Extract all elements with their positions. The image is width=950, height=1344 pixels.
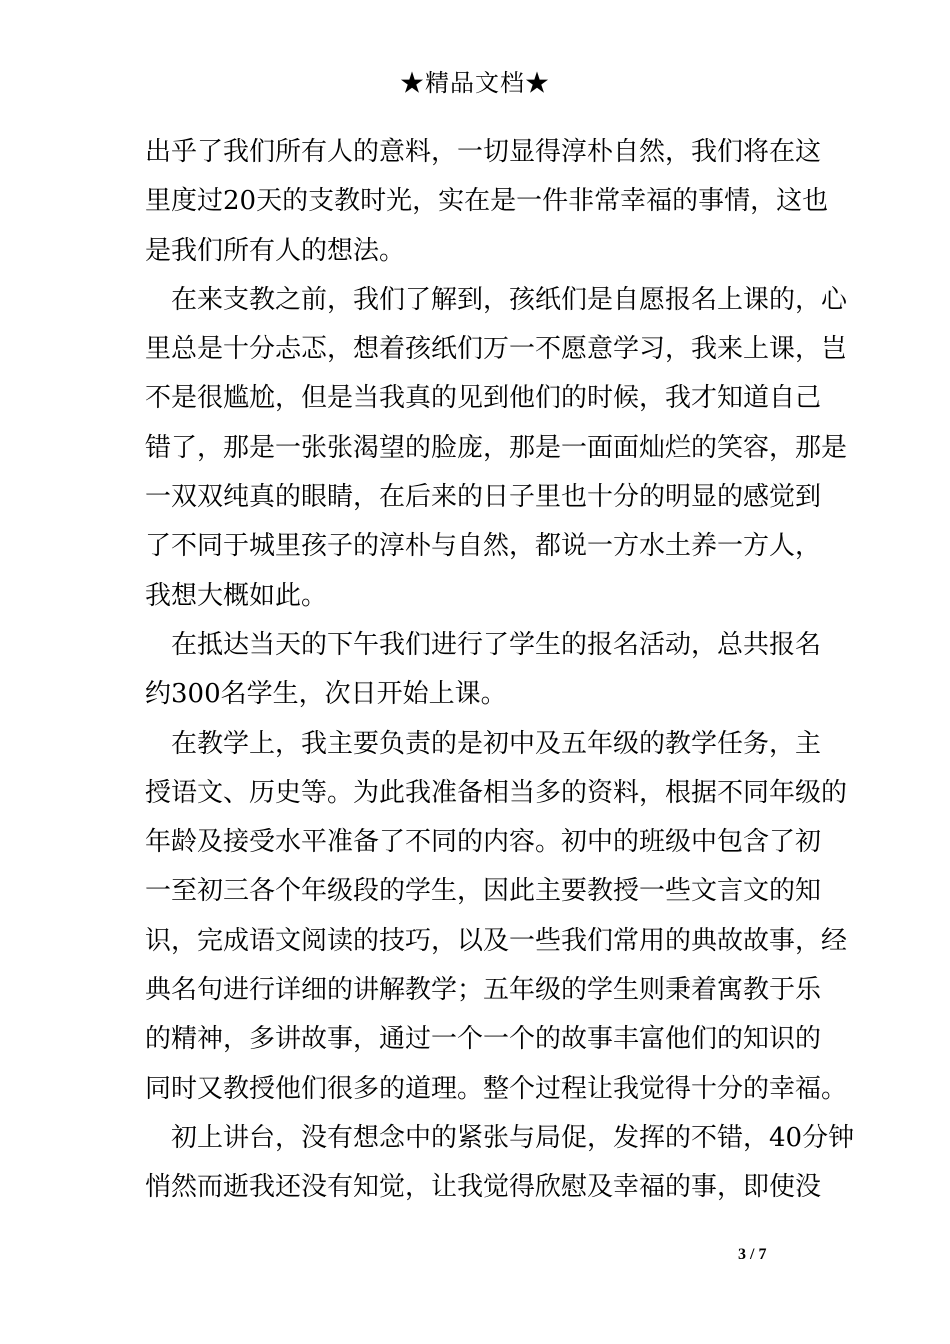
text-line: 里度过20天的支教时光，实在是一件非常幸福的事情，这也 (145, 186, 829, 217)
text-line: 初上讲台，没有想念中的紧张与局促，发挥的不错，40分钟 (171, 1122, 855, 1153)
text-line: 是我们所有人的想法。 (145, 235, 406, 266)
text-line: 错了，那是一张张渴望的脸庞，那是一面面灿烂的笑容，那是 (145, 432, 848, 463)
text-line: 了不同于城里孩子的淳朴与自然，都说一方水土养一方人， (145, 531, 822, 562)
text-line: 里总是十分忐忑，想着孩纸们万一不愿意学习，我来上课，岂 (145, 334, 848, 365)
text-line: 的精神，多讲故事，通过一个一个的故事丰富他们的知识的 (145, 1024, 822, 1055)
page-number: 3 / 7 (738, 1246, 767, 1263)
text-line: 我想大概如此。 (145, 580, 328, 611)
text-line: 在抵达当天的下午我们进行了学生的报名活动，总共报名 (171, 629, 822, 660)
text-line: 在教学上，我主要负责的是初中及五年级的教学任务，主 (171, 728, 822, 759)
text-line: 授语文、历史等。为此我准备相当多的资料，根据不同年级的 (145, 777, 848, 808)
text-line: 识，完成语文阅读的技巧，以及一些我们常用的典故故事，经 (145, 925, 848, 956)
text-line: 一双双纯真的眼睛，在后来的日子里也十分的明显的感觉到 (145, 482, 822, 513)
text-line: 约300名学生，次日开始上课。 (145, 679, 507, 710)
text-line: 典名句进行详细的讲解教学；五年级的学生则秉着寓教于乐 (145, 975, 822, 1006)
text-line: 年龄及接受水平准备了不同的内容。初中的班级中包含了初 (145, 827, 822, 858)
text-line: 同时又教授他们很多的道理。整个过程让我觉得十分的幸福。 (145, 1073, 848, 1104)
text-line: 在来支教之前，我们了解到，孩纸们是自愿报名上课的，心 (171, 284, 848, 315)
text-line: 不是很尴尬，但是当我真的见到他们的时候，我才知道自己 (145, 383, 822, 414)
text-line: 悄然而逝我还没有知觉，让我觉得欣慰及幸福的事，即使没 (145, 1172, 822, 1203)
text-line: 出乎了我们所有人的意料，一切显得淳朴自然，我们将在这 (145, 137, 822, 167)
text-line: 一至初三各个年级段的学生，因此主要教授一些文言文的知 (145, 876, 822, 907)
document-body (145, 128, 855, 1213)
page-header: ★精品文档★ (400, 69, 550, 97)
